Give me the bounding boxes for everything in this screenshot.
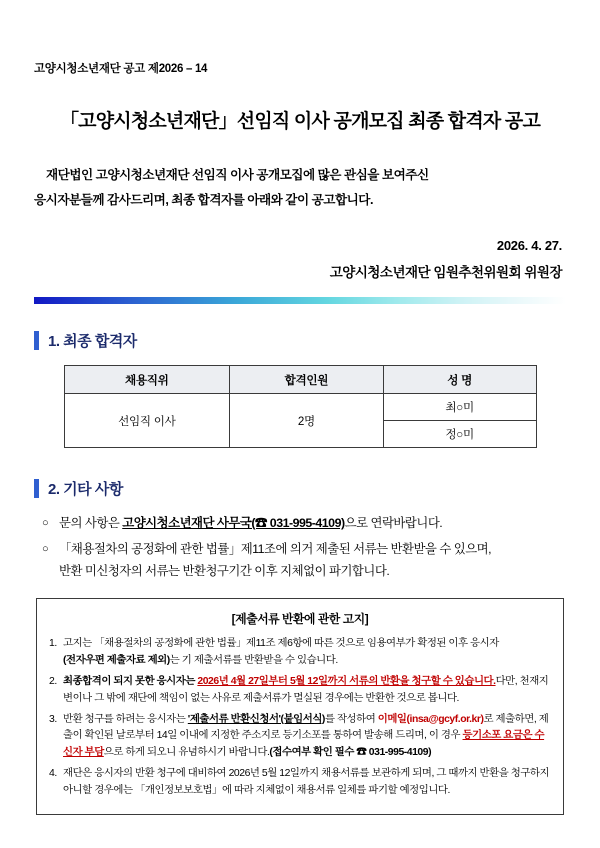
notice-3-part-7: 으로 하게 되오니 유념하시기 바랍니다.	[103, 747, 270, 759]
bullet-1-emphasis: 고양시청소년재단 사무국(☎ 031-995-4109)	[122, 516, 345, 531]
notice-3-part-1: 반환 청구를 하려는 응시자는	[63, 713, 188, 725]
section-2-title: 2. 기타 사항	[48, 481, 123, 499]
section-1-heading	[34, 330, 566, 351]
notice-1-part-2: (전자우편 제출자료 제외)	[63, 655, 170, 667]
intro-line-1: 재단법인 고양시청소년재단 선임직 이사 공개모집에 많은 관심을 보여주신	[46, 168, 429, 182]
notice-1-part-3: 는 기 제출서류를 반환받을 수 있습니다.	[169, 655, 338, 667]
document-return-notice-box	[36, 598, 564, 815]
bullet-2-line-2: 반환 미신청자의 서류는 반환청구기간 이후 지체없이 파기합니다.	[59, 563, 390, 578]
notice-item-1	[49, 636, 551, 670]
notice-3-part-8: (접수여부 확인 필수 ☎ 031-995-4109)	[269, 747, 432, 759]
cell-name-2: 정○미	[383, 421, 536, 448]
notice-item-3-text	[63, 712, 551, 763]
cell-position: 선임직 이사	[64, 394, 230, 448]
cell-count: 2명	[230, 394, 384, 448]
bullet-icon: ○	[42, 517, 49, 530]
page-title: 「고양시청소년재단」선임직 이사 공개모집 최종 합격자 공고	[59, 111, 541, 132]
notice-3-part-6: 등기소포 요금은 수신자 부담	[63, 730, 545, 759]
list-item	[42, 513, 566, 535]
section-marker-icon	[34, 331, 39, 350]
column-header-position: 채용직위	[64, 366, 230, 394]
bullet-1-prefix: 문의 사항은	[59, 516, 123, 531]
notice-title: [제출서류 반환에 관한 고지]	[231, 612, 369, 627]
issuer-name: 고양시청소년재단 임원추천위원회 위원장	[329, 265, 562, 281]
notice-2-part-2: 2026년 4월 27일부터 5월 12일까지 서류의 반환을 청구할 수 있습니다.	[197, 675, 496, 687]
notice-2-part-3: 다만, 천재지변이나 그 밖에 재단에 책임이 없는 사유로 제출서류가 멸실된 경우에는 반환한 것으로 봅니다.	[63, 675, 549, 704]
table-header-row	[64, 366, 536, 394]
notice-2-part-1: 최종합격이 되지 못한 응시자는	[63, 675, 198, 687]
notice-item-2	[49, 674, 551, 708]
notice-3-part-5: 로 제출하면, 제출이 확인된 날로부터 14일 이내에 지정한 주소지로 등기소포를 통하여 발송해 드리며, 이 경우	[63, 713, 549, 742]
bullet-2-line-1: 「채용절차의 공정화에 관한 법률」제11조에 의거 제출된 서류는 반환받을 수 있으며,	[59, 541, 492, 556]
column-header-count: 합격인원	[230, 366, 384, 394]
table-row	[64, 394, 536, 421]
notice-3-part-2: '제출서류 반환신청서'(붙임서식)	[187, 713, 325, 725]
bullet-icon: ○	[42, 542, 49, 555]
bullet-1-text	[59, 513, 566, 535]
notice-item-2-text	[63, 674, 551, 708]
section-2-heading	[34, 478, 566, 499]
notice-3-part-3: 를 작성하여	[324, 713, 378, 725]
notice-3-part-4: 이메일(insa@gcyf.or.kr)	[377, 713, 484, 725]
section-1-title: 1. 최종 합격자	[48, 333, 137, 351]
final-results-table	[64, 365, 537, 448]
other-matters-list	[34, 513, 566, 582]
list-item	[42, 539, 566, 582]
notice-item-3	[49, 712, 551, 763]
intro-line-2: 응시자분들께 감사드리며, 최종 합격자를 아래와 같이 공고합니다.	[34, 192, 373, 207]
notice-item-1-number: 1.	[49, 638, 57, 650]
bullet-2-text	[59, 539, 566, 582]
section-marker-icon	[34, 479, 39, 498]
notice-item-2-number: 2.	[49, 675, 57, 687]
column-header-name: 성 명	[383, 366, 536, 394]
document-number: 고양시청소년재단 공고 제2026 – 14	[34, 63, 208, 75]
notice-item-3-number: 3.	[49, 713, 57, 725]
gradient-divider	[34, 297, 566, 304]
notice-item-4-text: 재단은 응시자의 반환 청구에 대비하여 2026년 5월 12일까지 채용서류를 보관하게 되며, 그 때까지 반환을 청구하지 아니할 경우에는 「개인정보보호법」에 따라 지체없이 채용서류 일체를 파기할 예정입니다.	[63, 768, 550, 796]
bullet-1-suffix: 으로 연락바랍니다.	[344, 516, 443, 531]
notice-item-4	[49, 766, 551, 800]
notice-1-part-1: 고지는 「채용절차의 공정화에 관한 법률」제11조 제6항에 따른 것으로 임용여부가 확정된 이후 응시자	[63, 638, 499, 650]
notice-item-4-number: 4.	[49, 768, 57, 780]
issue-date: 2026. 4. 27.	[496, 238, 562, 254]
intro-paragraph	[34, 163, 566, 212]
cell-name-1: 최○미	[383, 394, 536, 421]
notice-item-1-text	[63, 636, 551, 670]
